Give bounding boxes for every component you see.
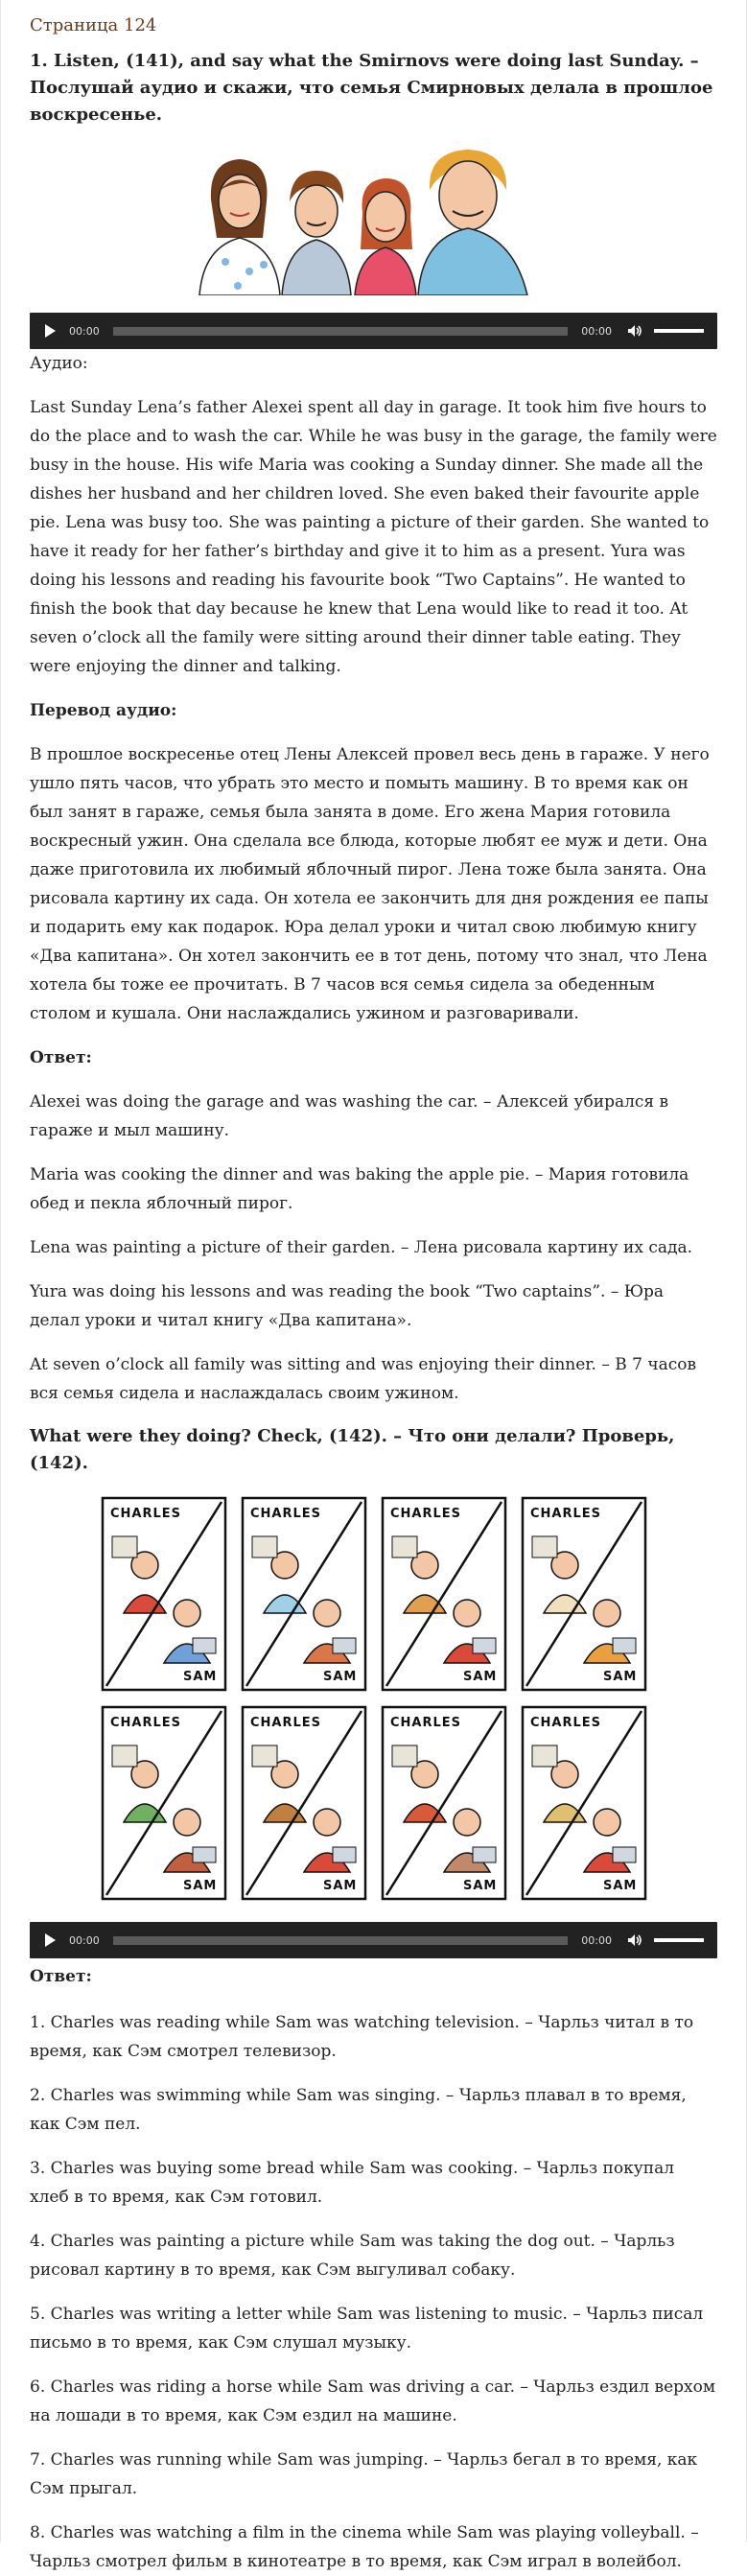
answer-item: Yura was doing his lessons and was reading the book “Two captains”. – Юра делал уроки и читал книгу «Два капитана». [30,1282,665,1330]
charles-label: CHARLES [249,1507,321,1521]
volume-icon[interactable] [627,324,642,338]
audio-progress-bar[interactable] [113,1936,569,1945]
answer-item: 4. Charles was painting a picture while Sam was taking the dog out. – Чарльз рисовал картину в то время, как Сэм выгуливал собаку. [30,2232,675,2280]
answer-item: 3. Charles was buying some bread while Sam was cooking. – Чарльз покупал хлеб в то время, как Сэм готовил. [30,2159,674,2207]
translation-label: Перевод аудио: [30,701,177,720]
audio-label: Аудио: [30,354,88,373]
audio-duration: 00:00 [581,324,612,338]
answer-item: 8. Charles was watching a film in the cinema while Sam was playing volleyball. – Чарльз смотрел фильм в кинотеатре в то время, как Сэм играл в волейбол. [30,2523,699,2571]
mother-figure [199,159,280,295]
comic-panel-4 [523,1498,645,1690]
content [1,0,746,2576]
volume-slider[interactable] [654,329,704,333]
sam-label: SAM [322,1670,357,1684]
charles-label: CHARLES [529,1507,601,1521]
girl-figure [355,178,416,295]
comic-panel-7 [383,1707,505,1899]
task1-heading: 1. Listen, (141), and say what the Smirnovs were doing last Sunday. – Послушай аудио и скажи, что семья Смирновых делала в прошлое воскресенье. [30,51,713,125]
charles-label: CHARLES [389,1507,461,1521]
answer-item: Alexei was doing the garage and was washing the car. – Алексей убирался в гараже и мыл машину. [30,1092,669,1140]
answer-label-1: Ответ: [30,1048,92,1067]
comic-panel-3 [383,1498,505,1690]
play-icon[interactable] [45,324,56,338]
task2-heading: What were they doing? Check, (142). – Что они делали? Проверь, (142). [30,1426,675,1473]
answer-label-2: Ответ: [30,1967,92,1986]
comic-panel-2 [243,1498,365,1690]
father-figure [418,150,527,295]
audio-player-1 [30,313,717,349]
sam-label: SAM [602,1879,637,1893]
sam-label: SAM [462,1670,497,1684]
comic-panel-5 [103,1707,225,1899]
answers-list-2 [30,2008,717,2576]
volume-slider[interactable] [654,1938,704,1942]
answer-item: 6. Charles was riding a horse while Sam was driving a car. – Чарльз ездил верхом на лошади в то время, как Сэм ездил на машине. [30,2377,716,2425]
answer-item: Lena was painting a picture of their garden. – Лена рисовала картину их сада. [30,1238,693,1257]
sam-label: SAM [602,1670,637,1684]
boy-figure [282,171,351,295]
comic-panel-1 [103,1498,225,1690]
answer-item: 2. Charles was swimming while Sam was singing. – Чарльз плавал в то время, как Сэм пел. [30,2086,687,2134]
page-label: Страница 124 [30,15,157,35]
answer-item: 1. Charles was reading while Sam was watching television. – Чарльз читал в то время, как Сэм смотрел телевизор. [30,2013,694,2061]
story-english: Last Sunday Lena’s father Alexei spent all day in garage. It took him five hours to do the place and to wash the car. While he was busy in the garage, the family were busy in the house. His wife Maria was cooking a Sunday dinner. She made all the dishes her husband and her children loved. She even baked their favourite apple pie. Lena was busy too. She was painting a picture of their garden. She wanted to have it ready for her father’s birthday and give it to him as a present. Yura was doing his lessons and reading his favourite book “Two Captains”. He wanted to finish the book that day because he knew that Lena would like to read it too. At seven o’clock all the family were sitting around their dinner table eating. They were enjoying the dinner and talking. [30,398,717,676]
charles-label: CHARLES [249,1716,321,1730]
story-russian: В прошлое воскресенье отец Лены Алексей провел весь день в гараже. У него ушло пять часов, что убрать это место и помыть машину. В то время как он был занят в гараже, семья была занята в доме. Его жена Мария готовила воскресный ужин. Она сделала все блюда, которые любят ее муж и дети. Она даже приготовила их любимый яблочный пирог. Лена тоже была занята. Она рисовала картину их сада. Он хотела ее закончить для дня рождения ее папы и подарить ему как подарок. Юра делал уроки и читал свою любимую книгу «Два капитана». Он хотел закончить ее в тот день, потому что знал, что Лена хотела бы тоже ее прочитать. В 7 часов вся семья сидела за обеденным столом и кушала. Они наслаждались ужином и разговаривали. [30,745,710,1023]
answer-item: Maria was cooking the dinner and was baking the apple pie. – Мария готовила обед и пекла яблочный пирог. [30,1165,689,1213]
charles-label: CHARLES [389,1716,461,1730]
sam-label: SAM [462,1879,497,1893]
audio-current-time: 00:00 [69,324,100,338]
audio-player-2 [30,1922,717,1958]
charles-label: CHARLES [109,1716,181,1730]
audio-progress-bar[interactable] [113,327,569,336]
answer-item: At seven o’clock all family was sitting and was enjoying their dinner. – В 7 часов вся семья сидела и наслаждалась своим ужином. [30,1355,697,1403]
volume-icon[interactable] [627,1933,642,1947]
answer-item: 7. Charles was running while Sam was jumping. – Чарльз бегал в то время, как Сэм прыгал. [30,2450,698,2498]
charles-label: CHARLES [109,1507,181,1521]
family-illustration [182,142,566,295]
audio-current-time: 00:00 [69,1933,100,1947]
answer-item: 5. Charles was writing a letter while Sam was listening to music. – Чарльз писал письмо в то время, как Сэм слушал музыку. [30,2305,704,2353]
sam-label: SAM [322,1879,357,1893]
comic-panel-8 [523,1707,645,1899]
sam-label: SAM [182,1670,217,1684]
charles-sam-comic-grid [96,1492,652,1905]
audio-duration: 00:00 [581,1933,612,1947]
comic-panel-6 [243,1707,365,1899]
answers-list-1 [30,1088,717,1408]
charles-label: CHARLES [529,1716,601,1730]
sam-label: SAM [182,1879,217,1893]
play-icon[interactable] [45,1933,56,1947]
